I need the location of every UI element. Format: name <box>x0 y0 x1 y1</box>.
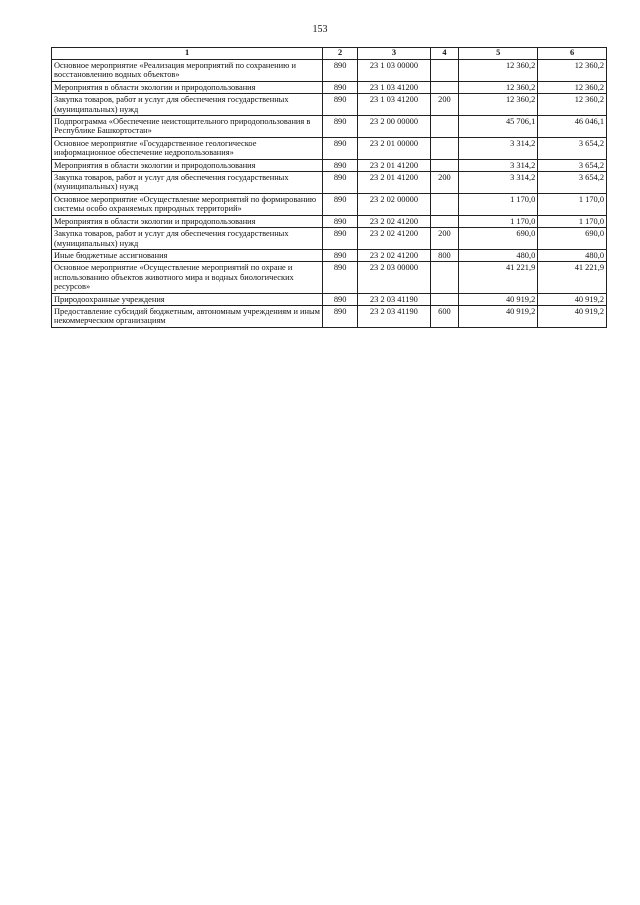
table-row <box>52 81 607 93</box>
row-target-article-cell: 23 1 03 41200 <box>358 81 431 93</box>
table-header-row <box>52 48 607 60</box>
row-target-article-cell: 23 2 00 00000 <box>358 116 431 138</box>
table-row <box>52 60 607 82</box>
row-amount-year2-cell: 41 221,9 <box>538 262 607 293</box>
row-name-cell: Закупка товаров, работ и услуг для обеспечения государственных (муниципальных) нужд <box>52 228 323 250</box>
row-amount-year1-cell: 1 170,0 <box>459 193 538 215</box>
table-row <box>52 137 607 159</box>
row-amount-year2-cell: 690,0 <box>538 228 607 250</box>
row-expense-type-cell <box>430 81 458 93</box>
row-ministry-code-cell: 890 <box>323 228 358 250</box>
page-number: 153 <box>312 24 328 35</box>
row-expense-type-cell <box>430 159 458 171</box>
table-row <box>52 228 607 250</box>
row-name-cell: Закупка товаров, работ и услуг для обеспечения государственных (муниципальных) нужд <box>52 94 323 116</box>
row-expense-type-cell <box>430 293 458 305</box>
row-target-article-cell: 23 2 02 00000 <box>358 193 431 215</box>
row-name-cell: Мероприятия в области экологии и природопользования <box>52 159 323 171</box>
row-name-cell: Основное мероприятие «Государственное геологическое информационное обеспечение недропользования» <box>52 137 323 159</box>
table-body <box>52 60 607 328</box>
row-expense-type-cell <box>430 262 458 293</box>
row-amount-year1-cell: 40 919,2 <box>459 293 538 305</box>
row-target-article-cell: 23 2 01 41200 <box>358 172 431 194</box>
column-header: 1 <box>52 48 323 60</box>
row-target-article-cell: 23 2 02 41200 <box>358 215 431 227</box>
table-row <box>52 94 607 116</box>
row-expense-type-cell <box>430 60 458 82</box>
column-header: 4 <box>430 48 458 60</box>
table-row <box>52 249 607 261</box>
row-target-article-cell: 23 2 01 00000 <box>358 137 431 159</box>
row-amount-year1-cell: 480,0 <box>459 249 538 261</box>
row-target-article-cell: 23 2 02 41200 <box>358 249 431 261</box>
row-target-article-cell: 23 2 03 41190 <box>358 305 431 327</box>
row-ministry-code-cell: 890 <box>323 81 358 93</box>
row-amount-year1-cell: 3 314,2 <box>459 159 538 171</box>
row-expense-type-cell: 200 <box>430 228 458 250</box>
row-amount-year2-cell: 3 654,2 <box>538 159 607 171</box>
row-amount-year1-cell: 3 314,2 <box>459 137 538 159</box>
row-target-article-cell: 23 1 03 00000 <box>358 60 431 82</box>
row-name-cell: Закупка товаров, работ и услуг для обеспечения государственных (муниципальных) нужд <box>52 172 323 194</box>
table-row <box>52 262 607 293</box>
table-row <box>52 215 607 227</box>
column-header: 3 <box>358 48 431 60</box>
row-amount-year1-cell: 45 706,1 <box>459 116 538 138</box>
table-row <box>52 193 607 215</box>
row-ministry-code-cell: 890 <box>323 305 358 327</box>
row-amount-year2-cell: 40 919,2 <box>538 305 607 327</box>
row-target-article-cell: 23 2 03 41190 <box>358 293 431 305</box>
row-amount-year1-cell: 12 360,2 <box>459 81 538 93</box>
row-name-cell: Подпрограмма «Обеспечение неистощительного природопользования в Республике Башкортостан» <box>52 116 323 138</box>
table-row <box>52 159 607 171</box>
column-header: 6 <box>538 48 607 60</box>
row-expense-type-cell: 800 <box>430 249 458 261</box>
row-amount-year2-cell: 3 654,2 <box>538 137 607 159</box>
row-amount-year2-cell: 12 360,2 <box>538 60 607 82</box>
row-expense-type-cell <box>430 116 458 138</box>
row-expense-type-cell: 200 <box>430 172 458 194</box>
row-name-cell: Природоохранные учреждения <box>52 293 323 305</box>
row-name-cell: Мероприятия в области экологии и природопользования <box>52 81 323 93</box>
row-amount-year1-cell: 690,0 <box>459 228 538 250</box>
row-ministry-code-cell: 890 <box>323 137 358 159</box>
budget-table <box>51 47 607 328</box>
row-ministry-code-cell: 890 <box>323 159 358 171</box>
row-target-article-cell: 23 1 03 41200 <box>358 94 431 116</box>
row-expense-type-cell <box>430 215 458 227</box>
row-amount-year2-cell: 480,0 <box>538 249 607 261</box>
table-row <box>52 305 607 327</box>
row-ministry-code-cell: 890 <box>323 215 358 227</box>
row-amount-year2-cell: 12 360,2 <box>538 94 607 116</box>
column-header: 2 <box>323 48 358 60</box>
row-target-article-cell: 23 2 03 00000 <box>358 262 431 293</box>
column-header: 5 <box>459 48 538 60</box>
row-amount-year2-cell: 12 360,2 <box>538 81 607 93</box>
row-ministry-code-cell: 890 <box>323 193 358 215</box>
row-name-cell: Основное мероприятие «Реализация мероприятий по сохранению и восстановлению водных объектов» <box>52 60 323 82</box>
row-amount-year1-cell: 40 919,2 <box>459 305 538 327</box>
row-expense-type-cell <box>430 137 458 159</box>
row-name-cell: Иные бюджетные ассигнования <box>52 249 323 261</box>
row-amount-year1-cell: 3 314,2 <box>459 172 538 194</box>
row-ministry-code-cell: 890 <box>323 116 358 138</box>
row-amount-year2-cell: 1 170,0 <box>538 215 607 227</box>
row-expense-type-cell <box>430 193 458 215</box>
row-amount-year2-cell: 1 170,0 <box>538 193 607 215</box>
row-amount-year1-cell: 1 170,0 <box>459 215 538 227</box>
row-amount-year1-cell: 12 360,2 <box>459 60 538 82</box>
row-amount-year2-cell: 3 654,2 <box>538 172 607 194</box>
row-amount-year1-cell: 41 221,9 <box>459 262 538 293</box>
row-ministry-code-cell: 890 <box>323 172 358 194</box>
row-ministry-code-cell: 890 <box>323 249 358 261</box>
table-row <box>52 116 607 138</box>
row-name-cell: Основное мероприятие «Осуществление мероприятий по охране и использованию объектов животного мира и водных биологических ресурсов» <box>52 262 323 293</box>
row-amount-year2-cell: 40 919,2 <box>538 293 607 305</box>
row-name-cell: Мероприятия в области экологии и природопользования <box>52 215 323 227</box>
row-name-cell: Предоставление субсидий бюджетным, автономным учреждениям и иным некоммерческим организациям <box>52 305 323 327</box>
row-expense-type-cell: 200 <box>430 94 458 116</box>
row-amount-year1-cell: 12 360,2 <box>459 94 538 116</box>
row-ministry-code-cell: 890 <box>323 94 358 116</box>
row-ministry-code-cell: 890 <box>323 293 358 305</box>
row-target-article-cell: 23 2 02 41200 <box>358 228 431 250</box>
table-row <box>52 172 607 194</box>
row-expense-type-cell: 600 <box>430 305 458 327</box>
row-target-article-cell: 23 2 01 41200 <box>358 159 431 171</box>
row-amount-year2-cell: 46 046,1 <box>538 116 607 138</box>
row-ministry-code-cell: 890 <box>323 262 358 293</box>
row-ministry-code-cell: 890 <box>323 60 358 82</box>
table-row <box>52 293 607 305</box>
row-name-cell: Основное мероприятие «Осуществление мероприятий по формированию системы особо охраняемых природных территорий» <box>52 193 323 215</box>
